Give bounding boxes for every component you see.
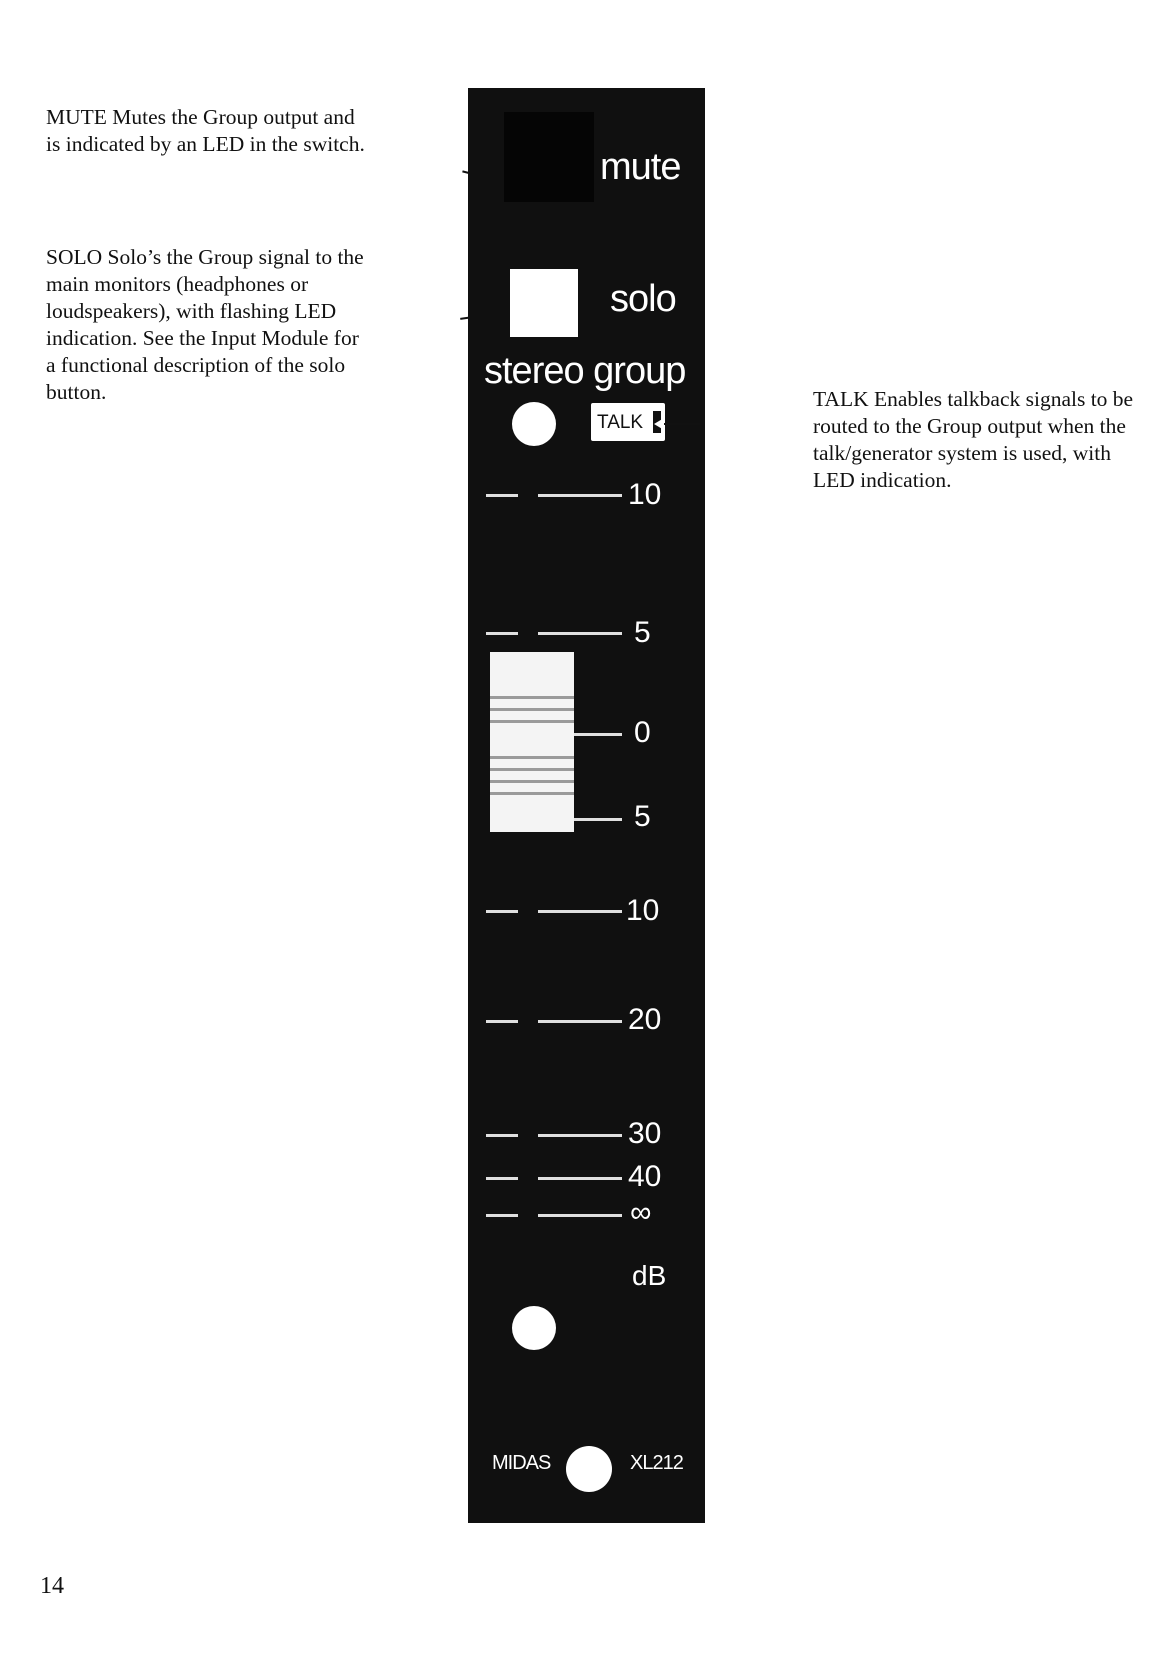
talk-label: TALK [597,412,644,433]
scale-tick [538,1020,622,1023]
panel-screw-top [512,402,556,446]
stereo-group-label: stereo group [484,350,686,392]
fader-stripe [490,768,574,771]
scale-tick [538,1177,622,1180]
scale-label: 10 [626,894,660,927]
fader-stripe [490,696,574,699]
model-label: XL212 [630,1452,683,1474]
scale-tick [486,494,518,497]
mute-button[interactable] [504,112,594,202]
scale-tick [486,1214,518,1217]
scale-tick [486,1020,518,1023]
scale-tick [538,494,622,497]
scale-label: 0 [634,716,651,749]
fader-stripe [490,720,574,723]
scale-label: 20 [628,1003,662,1036]
fader-knob[interactable] [490,652,574,832]
fader-stripe [490,792,574,795]
fader-stripe [490,708,574,711]
scale-label: 40 [628,1160,662,1193]
brand-label: MIDAS [492,1452,551,1474]
scale-tick [538,1214,622,1217]
panel-screw-bottom [512,1306,556,1350]
mute-description: MUTE Mutes the Group output and is indicated by an LED in the switch. [46,105,365,156]
scale-tick [486,910,518,913]
solo-button[interactable] [510,269,578,337]
db-unit-label: dB [632,1260,667,1291]
scale-tick [538,1134,622,1137]
scale-tick [486,632,518,635]
scale-label: 10 [628,478,662,511]
page-number: 14 [40,1573,64,1599]
talk-description: TALK Enables talkback signals to be routed to the Group output when the talk/generator system is used, with LED indication. [813,387,1134,492]
scale-label: 5 [634,616,651,649]
scale-tick [566,818,622,821]
mute-label: mute [600,146,681,188]
scale-tick [538,910,622,913]
group-module-panel [468,88,705,1523]
scale-tick [486,1134,518,1137]
solo-description: SOLO Solo’s the Group signal to the main monitors (headphones or loudspeakers), with flashing LED indication. See the Input Module for a functional description of the solo button. [46,245,364,404]
talk-arrow-icon [656,423,700,425]
scale-label: 5 [634,800,651,833]
scale-tick [538,632,622,635]
solo-label: solo [610,278,676,320]
fader-stripe [490,780,574,783]
scale-label: 30 [628,1117,662,1150]
fader-stripe [490,756,574,759]
scale-label: ∞ [630,1196,652,1229]
scale-tick [486,1177,518,1180]
panel-screw-brand [566,1446,612,1492]
scale-tick [566,733,622,736]
